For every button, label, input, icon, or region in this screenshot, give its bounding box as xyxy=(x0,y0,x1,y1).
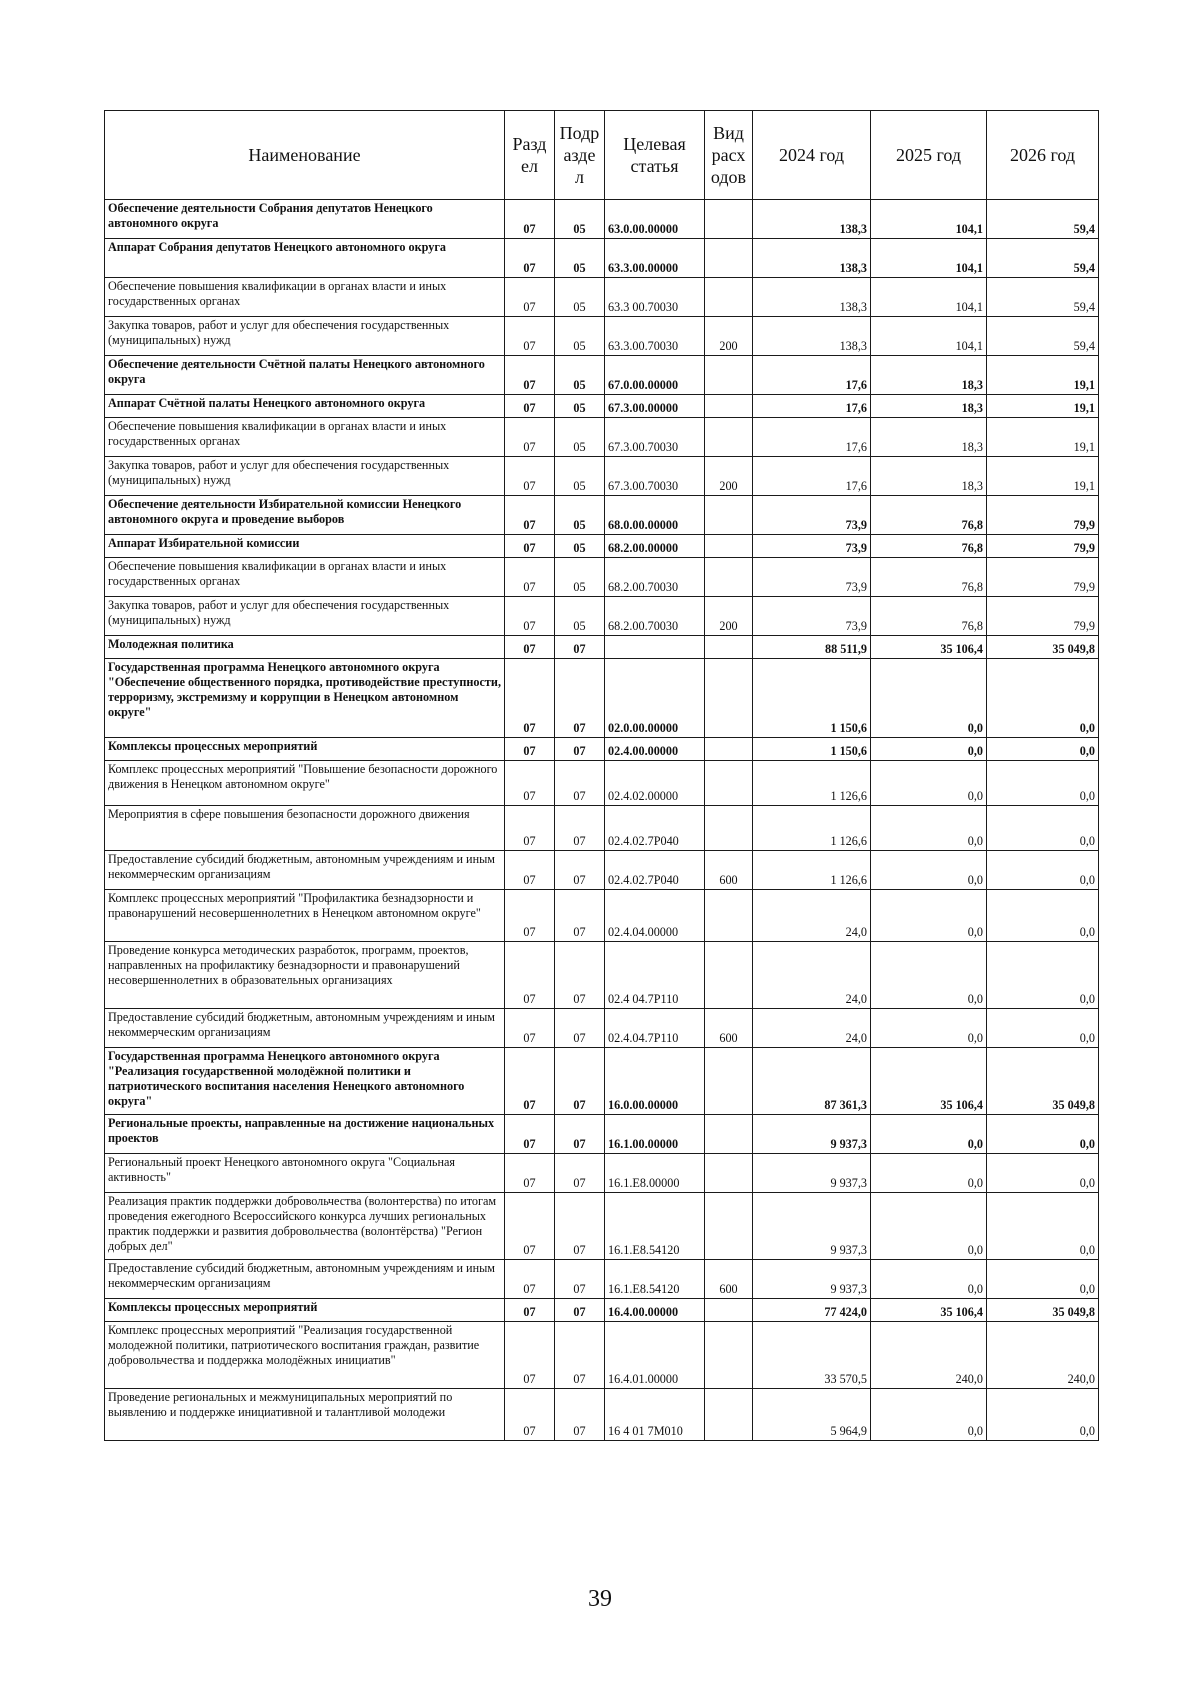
row-2024: 17,6 xyxy=(753,395,871,418)
row-section: 07 xyxy=(505,761,555,806)
row-name: Обеспечение повышения квалификации в органах власти и иных государственных органах xyxy=(105,278,505,317)
row-target: 02.4.04.7Р110 xyxy=(605,1009,705,1048)
row-2026: 0,0 xyxy=(987,1260,1099,1299)
row-2024: 5 964,9 xyxy=(753,1389,871,1441)
row-section: 07 xyxy=(505,317,555,356)
table-body xyxy=(105,200,1099,1441)
row-type xyxy=(705,200,753,239)
row-subsection: 05 xyxy=(555,457,605,496)
row-section: 07 xyxy=(505,942,555,1009)
row-subsection: 05 xyxy=(555,356,605,395)
row-target: 16.1.Е8.54120 xyxy=(605,1193,705,1260)
row-target: 02.4.02.7Р040 xyxy=(605,851,705,890)
row-name: Комплекс процессных мероприятий "Профилактика безнадзорности и правонарушений несовершеннолетних в Ненецком автономном округе" xyxy=(105,890,505,942)
table-row xyxy=(105,239,1099,278)
row-section: 07 xyxy=(505,636,555,659)
row-subsection: 05 xyxy=(555,418,605,457)
table-row xyxy=(105,1154,1099,1193)
row-section: 07 xyxy=(505,1115,555,1154)
row-2024: 9 937,3 xyxy=(753,1260,871,1299)
row-2025: 0,0 xyxy=(871,1115,987,1154)
row-2025: 18,3 xyxy=(871,457,987,496)
row-name: Проведение конкурса методических разработок, программ, проектов, направленных на профилактику безнадзорности и правонарушений несовершеннолетних в образовательных организациях xyxy=(105,942,505,1009)
table-row xyxy=(105,942,1099,1009)
row-2025: 35 106,4 xyxy=(871,636,987,659)
row-subsection: 07 xyxy=(555,1389,605,1441)
row-target: 68.2.00.00000 xyxy=(605,535,705,558)
row-2024: 138,3 xyxy=(753,278,871,317)
row-target: 02.4 04.7Р110 xyxy=(605,942,705,1009)
row-type xyxy=(705,239,753,278)
row-section: 07 xyxy=(505,597,555,636)
row-subsection: 07 xyxy=(555,1009,605,1048)
row-2025: 104,1 xyxy=(871,239,987,278)
table-row xyxy=(105,659,1099,738)
row-name: Молодежная политика xyxy=(105,636,505,659)
row-2026: 79,9 xyxy=(987,496,1099,535)
table-row xyxy=(105,636,1099,659)
row-target: 16.4.01.00000 xyxy=(605,1322,705,1389)
row-subsection: 07 xyxy=(555,659,605,738)
row-target: 16.1.Е8.00000 xyxy=(605,1154,705,1193)
row-target: 67.0.00.00000 xyxy=(605,356,705,395)
row-type xyxy=(705,942,753,1009)
row-2026: 59,4 xyxy=(987,317,1099,356)
page-number: 39 xyxy=(588,1586,612,1612)
row-target xyxy=(605,636,705,659)
table-row xyxy=(105,1299,1099,1322)
table-row xyxy=(105,356,1099,395)
row-2024: 138,3 xyxy=(753,239,871,278)
row-2024: 1 126,6 xyxy=(753,761,871,806)
table-row xyxy=(105,496,1099,535)
row-2024: 17,6 xyxy=(753,418,871,457)
row-subsection: 07 xyxy=(555,1193,605,1260)
row-section: 07 xyxy=(505,356,555,395)
row-2025: 76,8 xyxy=(871,597,987,636)
row-target: 63.3.00.00000 xyxy=(605,239,705,278)
row-target: 02.4.04.00000 xyxy=(605,890,705,942)
row-2025: 35 106,4 xyxy=(871,1048,987,1115)
row-type xyxy=(705,1115,753,1154)
row-2025: 18,3 xyxy=(871,356,987,395)
row-target: 02.0.00.00000 xyxy=(605,659,705,738)
row-name: Закупка товаров, работ и услуг для обеспечения государственных (муниципальных) нужд xyxy=(105,317,505,356)
row-target: 02.4.00.00000 xyxy=(605,738,705,761)
row-target: 16.4.00.00000 xyxy=(605,1299,705,1322)
row-2025: 76,8 xyxy=(871,535,987,558)
row-section: 07 xyxy=(505,1322,555,1389)
table-row xyxy=(105,1115,1099,1154)
row-2024: 9 937,3 xyxy=(753,1115,871,1154)
row-2026: 79,9 xyxy=(987,558,1099,597)
row-2026: 0,0 xyxy=(987,942,1099,1009)
row-name: Мероприятия в сфере повышения безопасности дорожного движения xyxy=(105,806,505,851)
row-2025: 76,8 xyxy=(871,496,987,535)
row-name: Обеспечение деятельности Избирательной комиссии Ненецкого автономного округа и проведение выборов xyxy=(105,496,505,535)
row-2026: 35 049,8 xyxy=(987,1299,1099,1322)
row-2024: 138,3 xyxy=(753,200,871,239)
row-type xyxy=(705,1389,753,1441)
row-2026: 19,1 xyxy=(987,395,1099,418)
row-2025: 0,0 xyxy=(871,1389,987,1441)
header-2024: 2024 год xyxy=(753,111,871,200)
row-subsection: 05 xyxy=(555,597,605,636)
row-name: Комплексы процессных мероприятий xyxy=(105,738,505,761)
row-2026: 19,1 xyxy=(987,418,1099,457)
row-2026: 0,0 xyxy=(987,659,1099,738)
row-2026: 35 049,8 xyxy=(987,636,1099,659)
budget-table xyxy=(104,110,1099,1441)
row-subsection: 05 xyxy=(555,239,605,278)
row-2026: 0,0 xyxy=(987,738,1099,761)
row-2025: 0,0 xyxy=(871,659,987,738)
row-2024: 33 570,5 xyxy=(753,1322,871,1389)
table-row xyxy=(105,761,1099,806)
header-target: Целевая статья xyxy=(605,111,705,200)
row-name: Обеспечение деятельности Счётной палаты Ненецкого автономного округа xyxy=(105,356,505,395)
row-section: 07 xyxy=(505,738,555,761)
row-subsection: 07 xyxy=(555,851,605,890)
row-2026: 0,0 xyxy=(987,1154,1099,1193)
row-target: 68.0.00.00000 xyxy=(605,496,705,535)
row-section: 07 xyxy=(505,1009,555,1048)
table-row xyxy=(105,890,1099,942)
row-type xyxy=(705,806,753,851)
row-section: 07 xyxy=(505,395,555,418)
row-2025: 18,3 xyxy=(871,395,987,418)
row-subsection: 07 xyxy=(555,806,605,851)
row-2025: 104,1 xyxy=(871,278,987,317)
row-2025: 0,0 xyxy=(871,1009,987,1048)
row-type xyxy=(705,1048,753,1115)
header-2026: 2026 год xyxy=(987,111,1099,200)
row-section: 07 xyxy=(505,1048,555,1115)
row-name: Государственная программа Ненецкого автономного округа "Обеспечение общественного порядка, противодействие преступности, терроризму, экстремизму и коррупции в Ненецком автономном округе" xyxy=(105,659,505,738)
row-section: 07 xyxy=(505,1154,555,1193)
row-section: 07 xyxy=(505,496,555,535)
row-name: Региональные проекты, направленные на достижение национальных проектов xyxy=(105,1115,505,1154)
row-section: 07 xyxy=(505,851,555,890)
row-2024: 1 126,6 xyxy=(753,851,871,890)
row-2024: 1 150,6 xyxy=(753,738,871,761)
table-row xyxy=(105,1009,1099,1048)
row-2026: 59,4 xyxy=(987,278,1099,317)
row-2024: 138,3 xyxy=(753,317,871,356)
row-target: 67.3.00.70030 xyxy=(605,418,705,457)
table-row xyxy=(105,806,1099,851)
row-2025: 0,0 xyxy=(871,851,987,890)
table-row xyxy=(105,1260,1099,1299)
row-2024: 17,6 xyxy=(753,356,871,395)
row-type: 200 xyxy=(705,317,753,356)
row-2026: 240,0 xyxy=(987,1322,1099,1389)
row-2025: 76,8 xyxy=(871,558,987,597)
table-row xyxy=(105,1048,1099,1115)
row-2026: 0,0 xyxy=(987,806,1099,851)
row-type xyxy=(705,1154,753,1193)
row-type xyxy=(705,761,753,806)
row-type: 600 xyxy=(705,851,753,890)
row-2025: 35 106,4 xyxy=(871,1299,987,1322)
row-2026: 0,0 xyxy=(987,1389,1099,1441)
row-2026: 59,4 xyxy=(987,200,1099,239)
row-2024: 24,0 xyxy=(753,942,871,1009)
row-target: 02.4.02.7Р040 xyxy=(605,806,705,851)
header-section: Разд ел xyxy=(505,111,555,200)
row-type xyxy=(705,890,753,942)
row-2026: 0,0 xyxy=(987,761,1099,806)
row-subsection: 07 xyxy=(555,636,605,659)
row-2026: 19,1 xyxy=(987,356,1099,395)
row-section: 07 xyxy=(505,1260,555,1299)
table-row xyxy=(105,535,1099,558)
row-target: 16.0.00.00000 xyxy=(605,1048,705,1115)
row-2025: 104,1 xyxy=(871,317,987,356)
row-name: Обеспечение деятельности Собрания депутатов Ненецкого автономного округа xyxy=(105,200,505,239)
row-name: Комплекс процессных мероприятий "Реализация государственной молодежной политики, патриотического воспитания граждан, развитие добровольчества и поддержка молодёжных инициатив" xyxy=(105,1322,505,1389)
row-section: 07 xyxy=(505,1193,555,1260)
row-name: Аппарат Собрания депутатов Ненецкого автономного округа xyxy=(105,239,505,278)
row-2024: 1 126,6 xyxy=(753,806,871,851)
row-2024: 77 424,0 xyxy=(753,1299,871,1322)
row-type xyxy=(705,659,753,738)
row-type xyxy=(705,558,753,597)
row-section: 07 xyxy=(505,1389,555,1441)
row-subsection: 07 xyxy=(555,1322,605,1389)
table-row xyxy=(105,200,1099,239)
row-section: 07 xyxy=(505,890,555,942)
row-type: 600 xyxy=(705,1260,753,1299)
row-subsection: 07 xyxy=(555,942,605,1009)
row-2026: 79,9 xyxy=(987,597,1099,636)
row-2025: 240,0 xyxy=(871,1322,987,1389)
row-subsection: 05 xyxy=(555,278,605,317)
row-name: Аппарат Избирательной комиссии xyxy=(105,535,505,558)
row-2025: 0,0 xyxy=(871,761,987,806)
row-2025: 0,0 xyxy=(871,1154,987,1193)
table-row xyxy=(105,317,1099,356)
row-target: 67.3.00.00000 xyxy=(605,395,705,418)
row-type xyxy=(705,636,753,659)
row-type xyxy=(705,1299,753,1322)
row-section: 07 xyxy=(505,806,555,851)
row-target: 68.2.00.70030 xyxy=(605,558,705,597)
row-subsection: 05 xyxy=(555,200,605,239)
row-2025: 0,0 xyxy=(871,890,987,942)
row-type: 200 xyxy=(705,457,753,496)
row-2026: 0,0 xyxy=(987,851,1099,890)
row-target: 63.3.00.70030 xyxy=(605,317,705,356)
row-subsection: 05 xyxy=(555,395,605,418)
row-subsection: 07 xyxy=(555,1260,605,1299)
row-name: Предоставление субсидий бюджетным, автономным учреждениям и иным некоммерческим организациям xyxy=(105,1009,505,1048)
row-section: 07 xyxy=(505,659,555,738)
row-subsection: 07 xyxy=(555,738,605,761)
row-target: 02.4.02.00000 xyxy=(605,761,705,806)
row-target: 16.1.Е8.54120 xyxy=(605,1260,705,1299)
row-type xyxy=(705,496,753,535)
row-2024: 73,9 xyxy=(753,597,871,636)
row-type xyxy=(705,1322,753,1389)
row-section: 07 xyxy=(505,200,555,239)
row-subsection: 05 xyxy=(555,317,605,356)
row-target: 67.3.00.70030 xyxy=(605,457,705,496)
table-row xyxy=(105,457,1099,496)
row-name: Предоставление субсидий бюджетным, автономным учреждениям и иным некоммерческим организациям xyxy=(105,1260,505,1299)
row-name: Государственная программа Ненецкого автономного округа "Реализация государственной молодёжной политики и патриотического воспитания населения Ненецкого автономного округа" xyxy=(105,1048,505,1115)
row-2025: 0,0 xyxy=(871,942,987,1009)
row-subsection: 07 xyxy=(555,761,605,806)
row-section: 07 xyxy=(505,239,555,278)
row-subsection: 07 xyxy=(555,1299,605,1322)
row-2024: 73,9 xyxy=(753,496,871,535)
row-subsection: 05 xyxy=(555,496,605,535)
table-row xyxy=(105,418,1099,457)
row-section: 07 xyxy=(505,457,555,496)
row-2026: 0,0 xyxy=(987,1193,1099,1260)
row-2026: 59,4 xyxy=(987,239,1099,278)
row-name: Региональный проект Ненецкого автономного округа "Социальная активность" xyxy=(105,1154,505,1193)
row-section: 07 xyxy=(505,278,555,317)
row-target: 16 4 01 7М010 xyxy=(605,1389,705,1441)
table-row xyxy=(105,597,1099,636)
row-2025: 0,0 xyxy=(871,1193,987,1260)
row-name: Закупка товаров, работ и услуг для обеспечения государственных (муниципальных) нужд xyxy=(105,597,505,636)
row-section: 07 xyxy=(505,535,555,558)
header-subsection: Подр азде л xyxy=(555,111,605,200)
row-subsection: 07 xyxy=(555,890,605,942)
row-target: 63.3 00.70030 xyxy=(605,278,705,317)
row-name: Реализация практик поддержки добровольчества (волонтерства) по итогам проведения ежегодного Всероссийского конкурса лучших региональных практик поддержки и развития добровольчества (волонтёрства) "Регион добрых дел" xyxy=(105,1193,505,1260)
row-name: Проведение региональных и межмуниципальных мероприятий по выявлению и поддержке инициативной и талантливой молодежи xyxy=(105,1389,505,1441)
row-2026: 0,0 xyxy=(987,1009,1099,1048)
row-2024: 73,9 xyxy=(753,558,871,597)
row-type xyxy=(705,278,753,317)
table-row xyxy=(105,395,1099,418)
row-2024: 24,0 xyxy=(753,890,871,942)
row-subsection: 05 xyxy=(555,535,605,558)
row-subsection: 07 xyxy=(555,1154,605,1193)
row-2026: 0,0 xyxy=(987,1115,1099,1154)
row-name: Предоставление субсидий бюджетным, автономным учреждениям и иным некоммерческим организациям xyxy=(105,851,505,890)
row-2025: 0,0 xyxy=(871,738,987,761)
row-2024: 73,9 xyxy=(753,535,871,558)
row-type xyxy=(705,356,753,395)
row-name: Закупка товаров, работ и услуг для обеспечения государственных (муниципальных) нужд xyxy=(105,457,505,496)
row-2025: 18,3 xyxy=(871,418,987,457)
row-2024: 88 511,9 xyxy=(753,636,871,659)
row-2024: 9 937,3 xyxy=(753,1154,871,1193)
table-row xyxy=(105,851,1099,890)
row-name: Комплекс процессных мероприятий "Повышение безопасности дорожного движения в Ненецком автономном округе" xyxy=(105,761,505,806)
row-type xyxy=(705,535,753,558)
row-type xyxy=(705,1193,753,1260)
row-name: Обеспечение повышения квалификации в органах власти и иных государственных органах xyxy=(105,558,505,597)
row-2025: 104,1 xyxy=(871,200,987,239)
row-subsection: 07 xyxy=(555,1115,605,1154)
row-2024: 87 361,3 xyxy=(753,1048,871,1115)
table-row xyxy=(105,1322,1099,1389)
row-section: 07 xyxy=(505,418,555,457)
table-header-row xyxy=(105,111,1099,200)
row-2026: 35 049,8 xyxy=(987,1048,1099,1115)
row-type xyxy=(705,418,753,457)
row-2026: 0,0 xyxy=(987,890,1099,942)
row-2024: 17,6 xyxy=(753,457,871,496)
row-target: 68.2.00.70030 xyxy=(605,597,705,636)
row-subsection: 07 xyxy=(555,1048,605,1115)
row-2024: 24,0 xyxy=(753,1009,871,1048)
row-type xyxy=(705,395,753,418)
row-section: 07 xyxy=(505,1299,555,1322)
row-target: 63.0.00.00000 xyxy=(605,200,705,239)
table-row xyxy=(105,558,1099,597)
table-row xyxy=(105,278,1099,317)
table-row xyxy=(105,738,1099,761)
row-2025: 0,0 xyxy=(871,806,987,851)
row-2026: 19,1 xyxy=(987,457,1099,496)
row-2024: 1 150,6 xyxy=(753,659,871,738)
table-row xyxy=(105,1193,1099,1260)
row-target: 16.1.00.00000 xyxy=(605,1115,705,1154)
row-name: Аппарат Счётной палаты Ненецкого автономного округа xyxy=(105,395,505,418)
row-type: 600 xyxy=(705,1009,753,1048)
row-2026: 79,9 xyxy=(987,535,1099,558)
row-name: Комплексы процессных мероприятий xyxy=(105,1299,505,1322)
table-row xyxy=(105,1389,1099,1441)
row-name: Обеспечение повышения квалификации в органах власти и иных государственных органах xyxy=(105,418,505,457)
header-type: Вид расх одов xyxy=(705,111,753,200)
row-type xyxy=(705,738,753,761)
header-2025: 2025 год xyxy=(871,111,987,200)
row-section: 07 xyxy=(505,558,555,597)
row-2025: 0,0 xyxy=(871,1260,987,1299)
header-name: Наименование xyxy=(105,111,505,200)
row-subsection: 05 xyxy=(555,558,605,597)
row-2024: 9 937,3 xyxy=(753,1193,871,1260)
row-type: 200 xyxy=(705,597,753,636)
